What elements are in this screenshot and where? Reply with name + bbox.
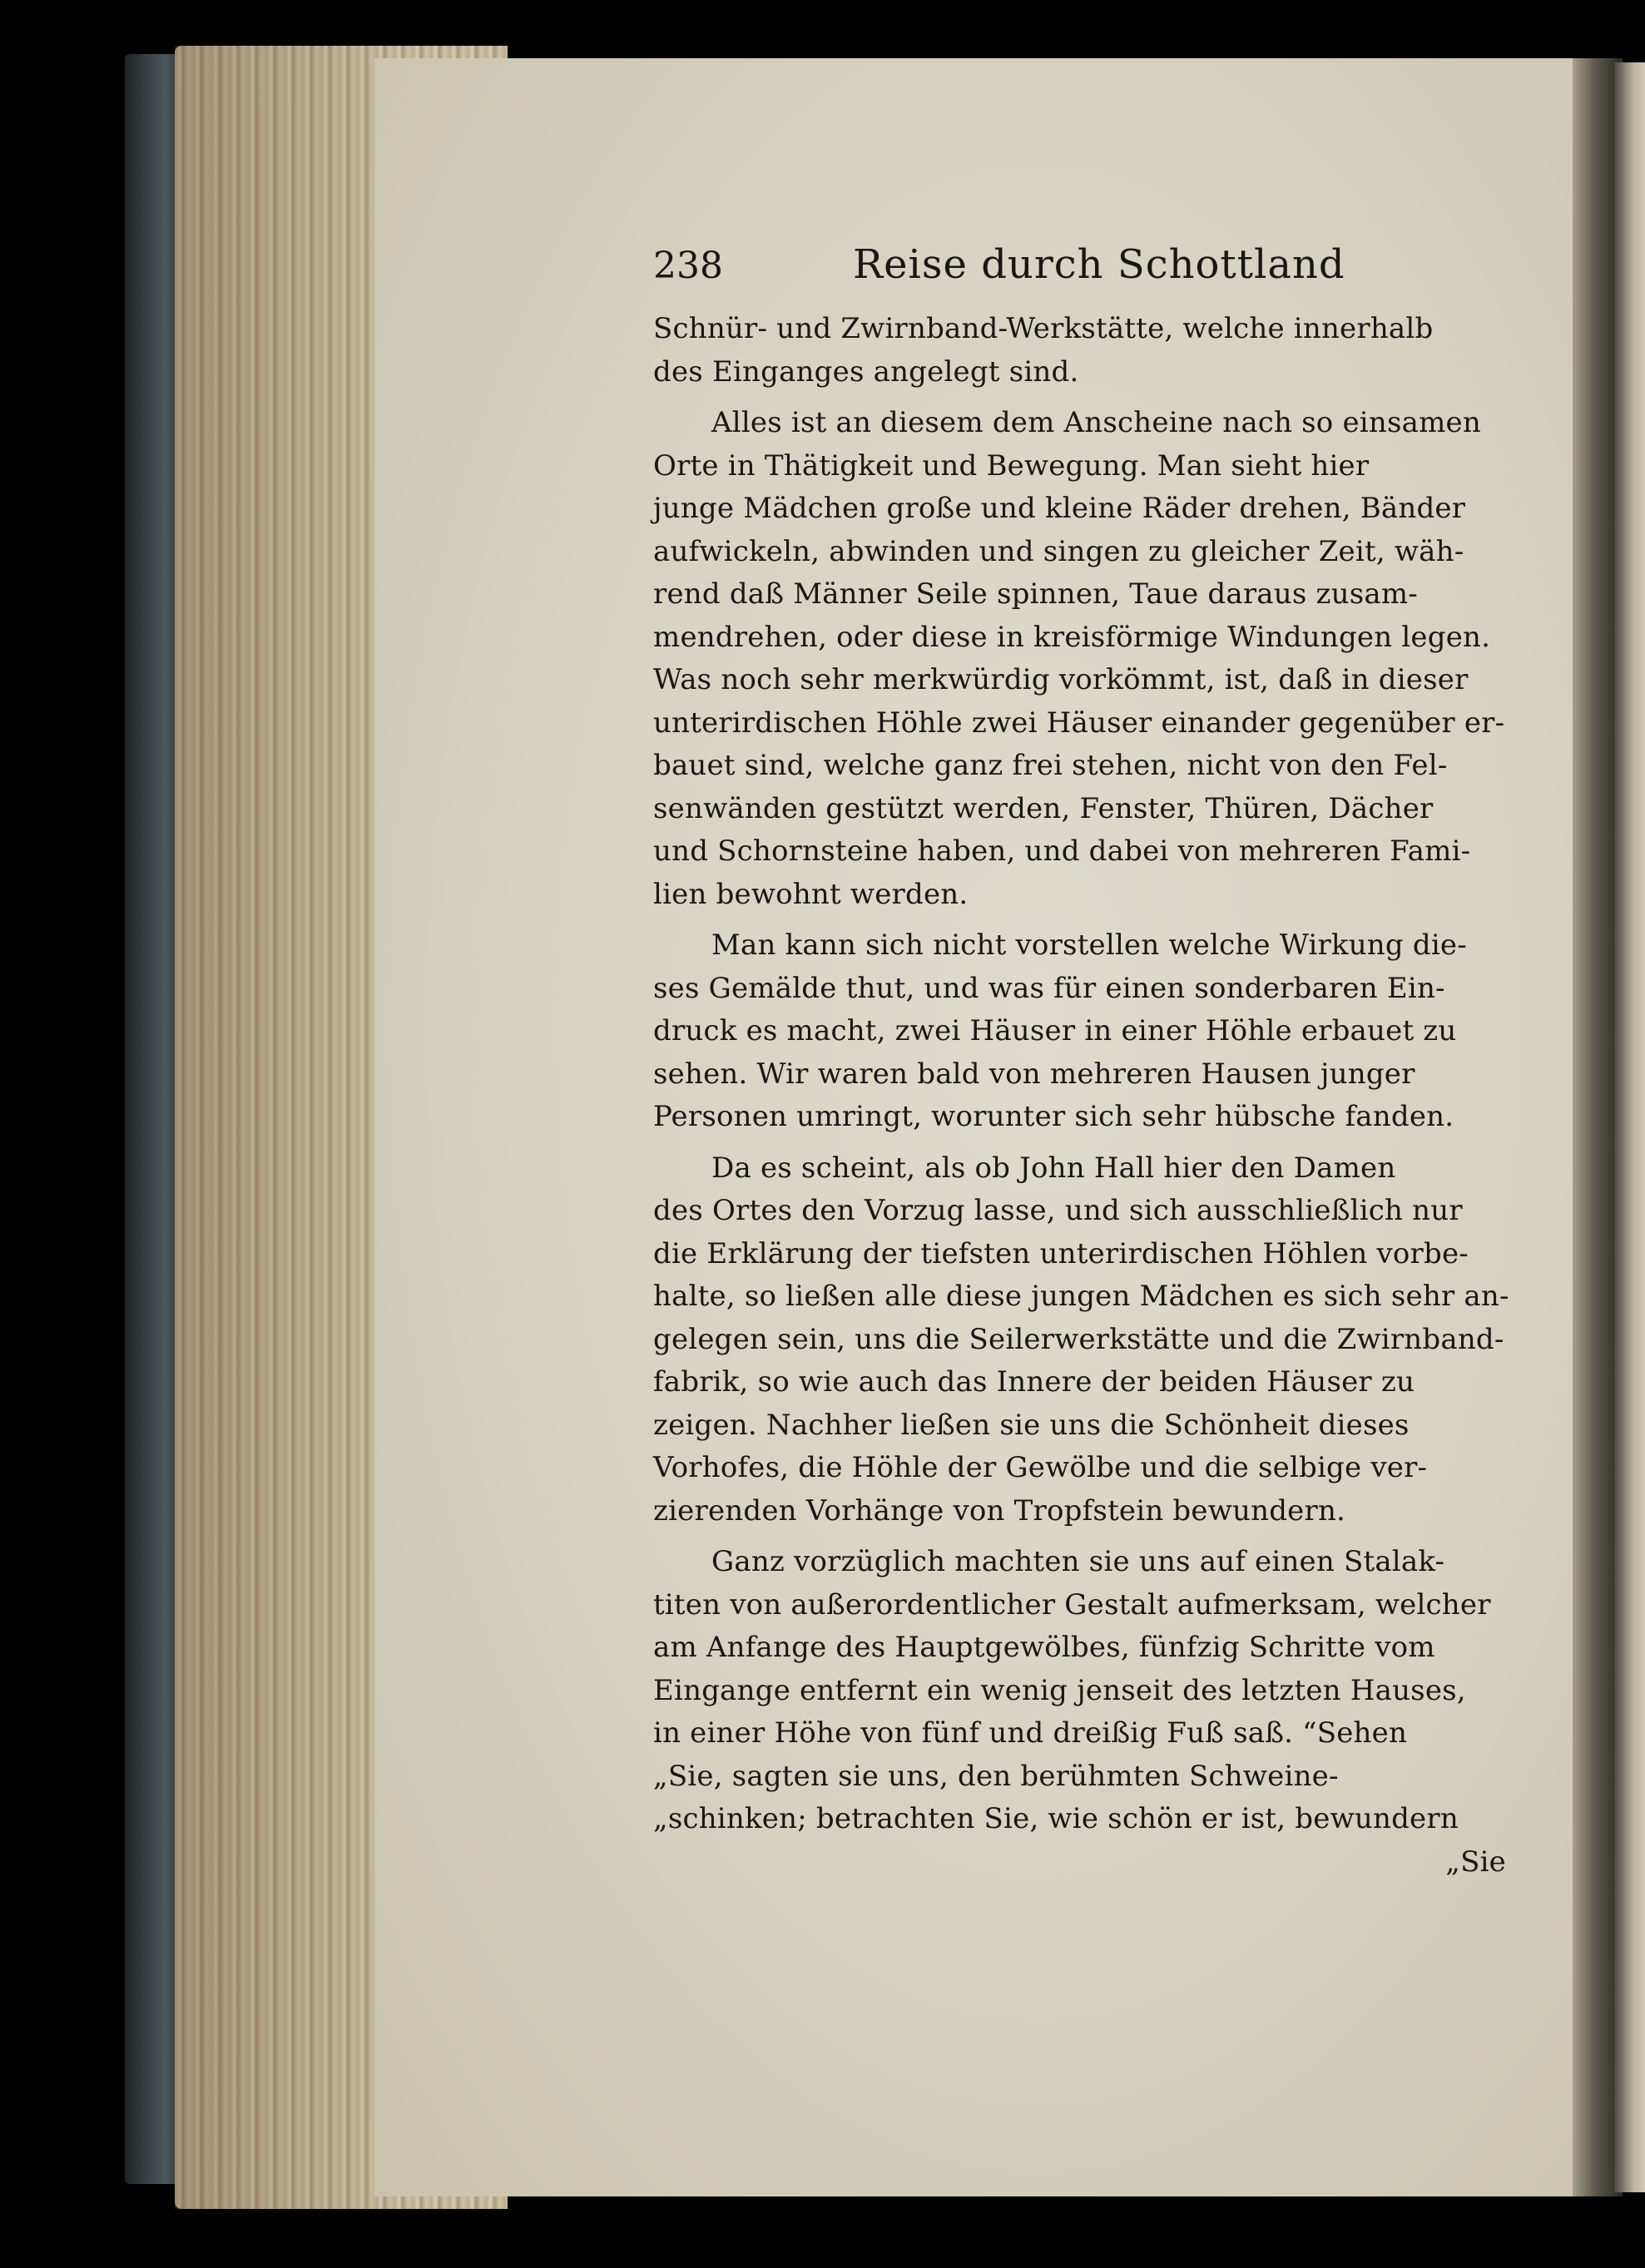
text-line: lien bewohnt werden. [653, 877, 969, 911]
text-line: Orte in Thätigkeit und Bewegung. Man sieht hier [653, 448, 1370, 483]
catchword: „Sie [1445, 1845, 1506, 1879]
text-line: die Erklärung der tiefsten unterirdischen Höhlen vorbe- [653, 1236, 1469, 1270]
paragraph-4 [653, 1147, 1509, 1533]
paragraph-3 [653, 924, 1506, 1139]
text-line: am Anfange des Hauptgewölbes, fünfzig Schritte vom [653, 1631, 1435, 1664]
text-line: zierenden Vorhänge von Tropfstein bewundern. [653, 1493, 1346, 1528]
text-line: mendrehen, oder diese in kreisförmige Windungen legen. [653, 620, 1491, 654]
text-line: Alles ist an diesem dem Anscheine nach so einsamen [711, 406, 1481, 439]
facing-page-edge [1614, 62, 1645, 2192]
text-line: zeigen. Nachher ließen sie uns die Schönheit dieses [653, 1408, 1410, 1442]
text-line: Vorhofes, die Höhle der Gewölbe und die selbige ver- [653, 1451, 1428, 1484]
text-line: bauet sind, welche ganz frei stehen, nicht von den Fel- [653, 749, 1448, 782]
text-line: „schinken; betrachten Sie, wie schön er ist, bewundern [653, 1802, 1459, 1835]
paragraph-1 [653, 308, 1506, 394]
paragraph-5 [653, 1541, 1506, 1841]
text-line: druck es macht, zwei Häuser in einer Höhle erbauet zu [653, 1014, 1457, 1047]
text-line: und Schornsteine haben, und dabei von mehreren Fami- [653, 834, 1471, 868]
text-line: unterirdischen Höhle zwei Häuser einander gegenüber er- [653, 706, 1505, 740]
text-line: Da es scheint, als ob John Hall hier den Damen [711, 1151, 1396, 1185]
text-line: junge Mädchen große und kleine Räder drehen, Bänder [653, 492, 1466, 525]
page-number: 238 [653, 245, 723, 287]
text-line: sehen. Wir waren bald von mehreren Hausen junger [653, 1057, 1415, 1091]
text-line: Eingange entfernt ein wenig jenseit des letzten Hauses, [653, 1673, 1466, 1707]
running-title: Reise durch Schottland [853, 241, 1345, 288]
text-line: „Sie, sagten sie uns, den berühmten Schweine- [653, 1759, 1339, 1793]
text-line: des Einganges angelegt sind. [653, 354, 1079, 389]
page-text [653, 241, 1509, 1884]
text-line: rend daß Männer Seile spinnen, Taue daraus zusam- [653, 577, 1418, 611]
text-line: des Ortes den Vorzug lasse, und sich ausschließlich nur [653, 1194, 1463, 1227]
text-line: Personen umringt, worunter sich sehr hübsche fanden. [653, 1100, 1454, 1133]
text-line: Ganz vorzüglich machten sie uns auf einen Stalak- [711, 1545, 1445, 1578]
text-line: Was noch sehr merkwürdig vorkömmt, ist, daß in dieser [653, 663, 1469, 696]
text-line: ses Gemälde thut, und was für einen sonderbaren Ein- [653, 971, 1445, 1005]
text-line: fabrik, so wie auch das Innere der beiden Häuser zu [653, 1365, 1415, 1399]
text-line: halte, so ließen alle diese jungen Mädchen es sich sehr an- [653, 1280, 1509, 1313]
text-line: Man kann sich nicht vorstellen welche Wirkung die- [711, 928, 1467, 962]
text-line: in einer Höhe von fünf und dreißig Fuß saß. “Sehen [653, 1716, 1408, 1750]
text-line: senwänden gestützt werden, Fenster, Thüren, Dächer [653, 791, 1434, 825]
paragraph-2 [653, 402, 1506, 916]
text-line: gelegen sein, uns die Seilerwerkstätte und die Zwirnband- [653, 1322, 1504, 1356]
text-line: titen von außerordentlicher Gestalt aufmerksam, welcher [653, 1587, 1491, 1622]
text-line: aufwickeln, abwinden und singen zu gleicher Zeit, wäh- [653, 534, 1464, 568]
running-head [653, 241, 1506, 308]
text-line: Schnür- und Zwirnband-Werkstätte, welche innerhalb [653, 312, 1434, 345]
